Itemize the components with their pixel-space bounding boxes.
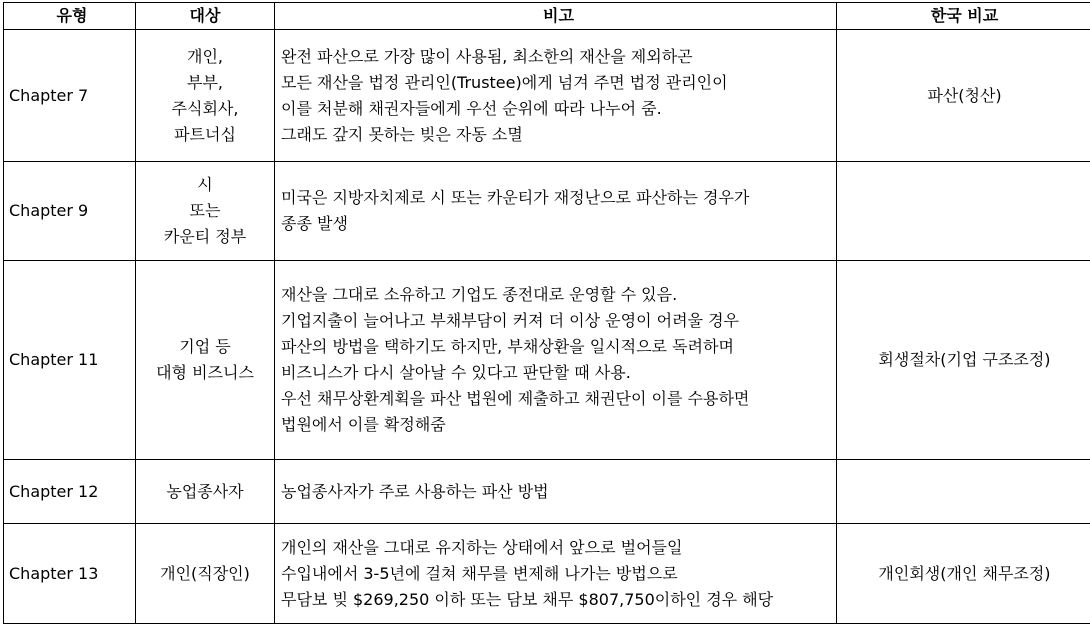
header-note: 비고 xyxy=(275,3,837,30)
table-row xyxy=(4,30,1090,162)
note-line: 기업지출이 늘어나고 부채부담이 커져 더 이상 운영이 어려울 경우 xyxy=(281,311,740,330)
header-korea: 한국 비교 xyxy=(837,3,1090,30)
header-target: 대상 xyxy=(136,3,275,30)
cell-note xyxy=(275,261,837,460)
note-line: 모든 재산을 법정 관리인(Trustee)에게 넘겨 주면 법정 관리인이 xyxy=(281,72,728,92)
target-line: 대형 비즈니스 xyxy=(156,363,254,382)
target-line: 개인(직장인) xyxy=(160,563,250,583)
note-line: 미국은 지방자치제로 시 또는 카운티가 재정난으로 파산하는 경우가 xyxy=(281,188,750,207)
cell-target xyxy=(136,30,275,162)
note-line: 종종 발생 xyxy=(281,214,348,233)
note-line: 재산을 그대로 소유하고 기업도 종전대로 운영할 수 있음. xyxy=(281,285,678,304)
target-line: 부부, xyxy=(187,72,223,92)
target-line: 시 xyxy=(197,175,213,194)
note-line: 법원에서 이를 확정해줌 xyxy=(281,415,446,434)
note-line: 농업종사자가 주로 사용하는 파산 방법 xyxy=(281,481,549,501)
cell-type: Chapter 9 xyxy=(4,162,136,261)
target-line: 기업 등 xyxy=(179,337,231,356)
cell-korea xyxy=(837,162,1090,261)
cell-korea: 회생절차(기업 구조조정) xyxy=(837,261,1090,460)
header-type: 유형 xyxy=(4,3,136,30)
cell-korea xyxy=(837,460,1090,524)
cell-type: Chapter 13 xyxy=(4,524,136,624)
note-line: 파산의 방법을 택하기도 하지만, 부채상환을 일시적으로 독려하며 xyxy=(281,337,734,356)
cell-note xyxy=(275,30,837,162)
cell-type: Chapter 7 xyxy=(4,30,136,162)
note-line: 우선 채무상환계획을 파산 법원에 제출하고 채권단이 이를 수용하면 xyxy=(281,389,750,408)
table-row xyxy=(4,524,1090,624)
header-row xyxy=(4,3,1090,30)
cell-korea: 개인회생(개인 채무조정) xyxy=(837,524,1090,624)
cell-target xyxy=(136,460,275,524)
target-line: 카운티 정부 xyxy=(163,227,247,246)
cell-target xyxy=(136,162,275,261)
note-line: 개인의 재산을 그대로 유지하는 상태에서 앞으로 벌어들일 xyxy=(281,537,683,557)
target-line: 개인, xyxy=(187,46,223,66)
cell-note xyxy=(275,524,837,624)
table-row xyxy=(4,162,1090,261)
cell-target xyxy=(136,524,275,624)
table-row xyxy=(4,460,1090,524)
cell-note xyxy=(275,460,837,524)
note-line: 이를 처분해 채권자들에게 우선 순위에 따라 나누어 줌. xyxy=(281,98,662,118)
note-line: 비즈니스가 다시 살아날 수 있다고 판단할 때 사용. xyxy=(281,363,631,382)
cell-target xyxy=(136,261,275,460)
target-line: 파트너십 xyxy=(174,124,236,144)
target-line: 농업종사자 xyxy=(166,481,244,501)
cell-note xyxy=(275,162,837,261)
note-line: 수입내에서 3-5년에 걸쳐 채무를 변제해 나가는 방법으로 xyxy=(281,563,678,583)
note-line: 그래도 갚지 못하는 빚은 자동 소멸 xyxy=(281,124,523,144)
target-line: 또는 xyxy=(189,201,221,220)
note-line: 완전 파산으로 가장 많이 사용됨, 최소한의 재산을 제외하곤 xyxy=(281,46,693,66)
target-line: 주식회사, xyxy=(171,98,239,118)
bankruptcy-chapter-table xyxy=(3,2,1090,624)
note-line: 무담보 빚 $269,250 이하 또는 담보 채무 $807,750이하인 경우 해당 xyxy=(281,589,774,609)
cell-type: Chapter 11 xyxy=(4,261,136,460)
table-row xyxy=(4,261,1090,460)
cell-korea: 파산(청산) xyxy=(837,30,1090,162)
cell-type: Chapter 12 xyxy=(4,460,136,524)
